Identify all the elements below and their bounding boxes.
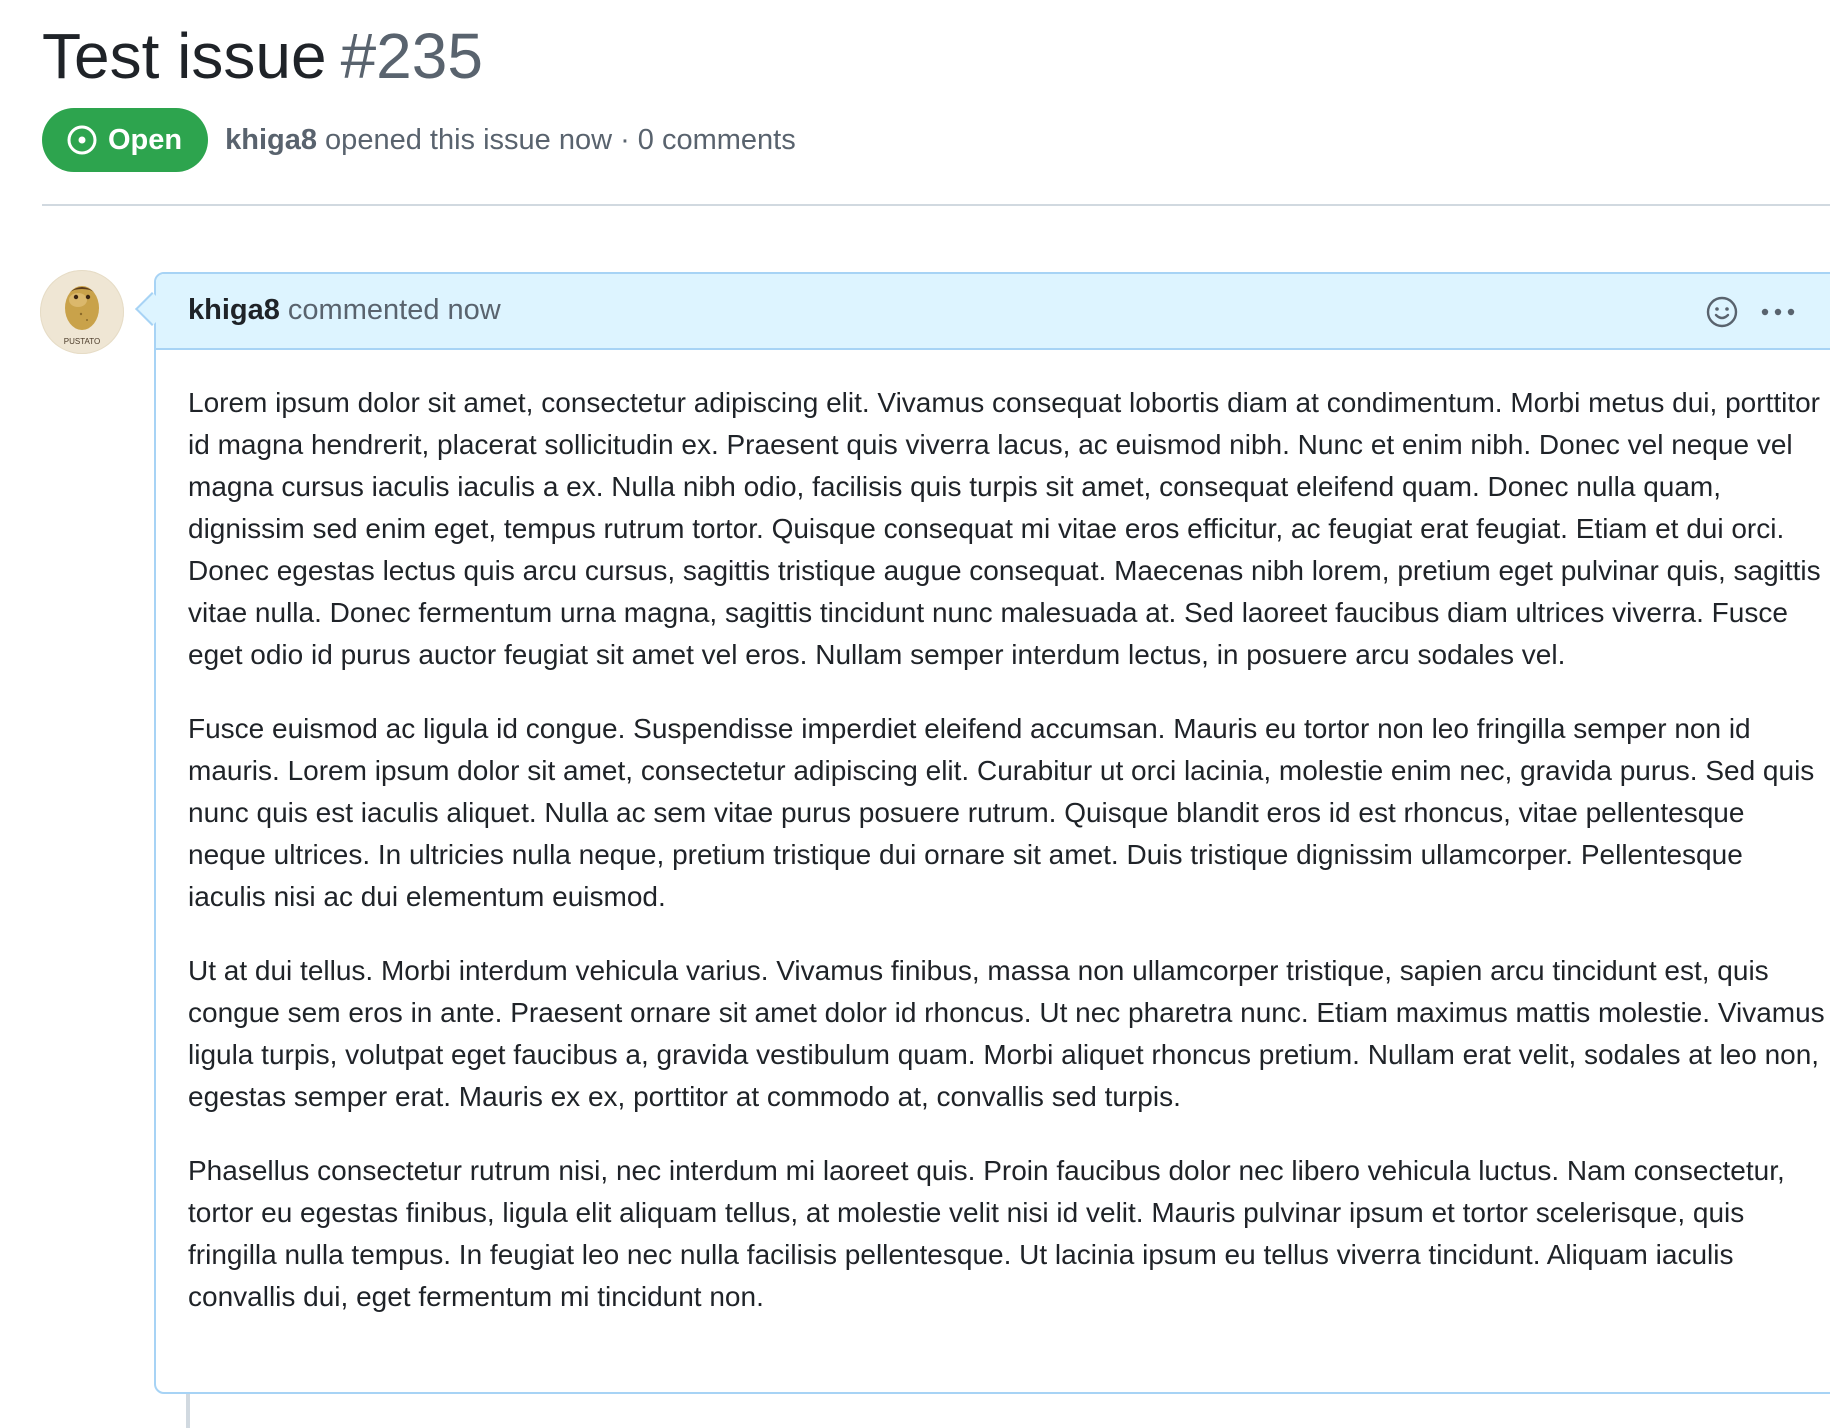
header-divider xyxy=(42,204,1830,206)
avatar[interactable] xyxy=(40,270,124,354)
comment-header xyxy=(156,274,1830,350)
avatar-caption: PUSTATO xyxy=(63,337,101,346)
status-badge-label: Open xyxy=(108,123,183,156)
comment-paragraph: Lorem ipsum dolor sit amet, consectetur adipiscing elit. Vivamus consequat lobortis diam at condimentum. Morbi metus dui, porttitor id magna hendrerit, placerat sollicitudin ex. Praesent quis viverra lacus, ac euismod nibh. Nunc et enim nibh. Donec vel neque vel magna cursus iaculis iaculis a ex. Nulla nibh odio, facilisis quis turpis sit amet, consequat eleifend quam. Donec nulla quam, dignissim sed enim eget, tempus rutrum tortor. Quisque consequat mi vitae eros efficitur, ac feugiat erat feugiat. Etiam et dui orci. Donec egestas lectus quis arcu cursus, sagittis tristique augue consequat. Maecenas nibh lorem, pretium eget pulvinar quis, sagittis vitae nulla. Donec fermentum urna magna, sagittis tincidunt nunc malesuada at. Sed laoreet faucibus diam ultrices viverra. Fusce eget odio id purus auctor feugiat sit amet vel eros. Nullam semper interdum lectus, in posuere arcu sodales vel. xyxy=(188,387,1821,670)
comment-paragraph: Ut at dui tellus. Morbi interdum vehicula varius. Vivamus finibus, massa non ullamcorper tristique, sapien arcu tincidunt est, quis congue sem eros in ante. Praesent ornare sit amet dolor id rhoncus. Ut nec pharetra nunc. Etiam maximus mattis molestie. Vivamus ligula turpis, volutpat eget faucibus a, gravida vestibulum quam. Morbi aliquet rhoncus pretium. Nullam erat velit, sodales at leo non, egestas semper erat. Mauris ex ex, porttitor at commodo at, convallis sed turpis. xyxy=(188,955,1825,1112)
smiley-icon xyxy=(1705,295,1739,329)
comment-body xyxy=(188,382,1828,1350)
kebab-horizontal-icon xyxy=(1760,307,1796,317)
comment-paragraph: Fusce euismod ac ligula id congue. Suspendisse imperdiet eleifend accumsan. Mauris eu tortor non leo fringilla semper non id mauris. Lorem ipsum dolor sit amet, consectetur adipiscing elit. Curabitur ut orci lacinia, molestie enim nec, gravida purus. Sed quis nunc quis est iaculis aliquet. Nulla ac sem vitae purus posuere rutrum. Quisque blandit eros id est rhoncus, vitae pellentesque neque ultrices. In ultricies nulla neque, pretium tristique dui ornare sit amet. Duis tristique dignissim ullamcorper. Pellentesque iaculis nisi ac dui elementum euismod. xyxy=(188,713,1815,912)
potato-avatar-image xyxy=(40,270,124,354)
issue-opened-icon xyxy=(66,124,98,156)
issue-title xyxy=(42,16,483,96)
timeline-line xyxy=(186,1394,190,1428)
issue-meta-text: opened this issue now · 0 comments xyxy=(317,123,796,156)
issue-number: #235 xyxy=(340,20,483,92)
comment-actions xyxy=(1702,294,1798,330)
comment-meta xyxy=(188,294,501,327)
issue-author-link[interactable]: khiga8 xyxy=(225,123,317,156)
comment-paragraph: Phasellus consectetur rutrum nisi, nec interdum mi laoreet quis. Proin faucibus dolor nec libero vehicula luctus. Nam consectetur, tortor eu egestas finibus, ligula elit aliquam tellus, at molestie velit nisi id velit. Mauris pulvinar ipsum et tortor scelerisque, quis fringilla nulla tempus. In feugiat leo nec nulla facilisis pellentesque. Ut lacinia ipsum eu tellus viverra tincidunt. Aliquam iaculis convallis dui, eget fermentum mi tincidunt non. xyxy=(188,1155,1785,1312)
comment-box xyxy=(154,272,1830,1394)
status-badge xyxy=(42,108,208,172)
issue-title-text: Test issue xyxy=(42,20,327,92)
issue-state-row xyxy=(42,108,796,172)
comment-options-button[interactable] xyxy=(1758,294,1798,330)
comment-meta-text: commented now xyxy=(279,294,501,326)
add-reaction-button[interactable] xyxy=(1702,294,1742,330)
issue-meta xyxy=(225,124,796,157)
comment-author-link[interactable]: khiga8 xyxy=(188,294,280,326)
